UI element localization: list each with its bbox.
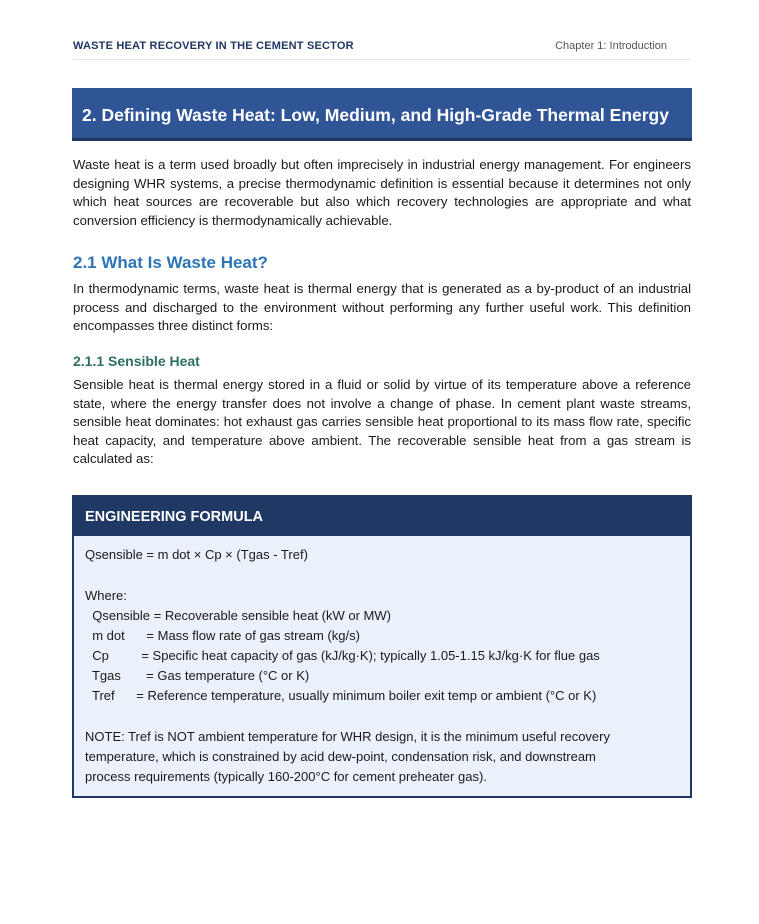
formula-note-line: temperature, which is constrained by acid dew-point, condensation risk, and downstream [85,749,596,764]
formula-box-header [74,497,690,536]
formula-box-heading: ENGINEERING FORMULA [85,509,264,525]
formula-where-label: Where: [85,588,127,603]
intro-paragraph [73,156,691,230]
formula-note-line: process requirements (typically 160-200°C for cement preheater gas). [85,769,487,784]
formula-definition: m dot = Mass flow rate of gas stream (kg/s) [85,628,360,643]
formula-definition: Tgas = Gas temperature (°C or K) [85,668,310,683]
formula-definition: Cp = Specific heat capacity of gas (kJ/kg·K); typically 1.05-1.15 kJ/kg·K for flue gas [85,648,600,663]
subsubsection-heading: 2.1.1 Sensible Heat [73,353,200,369]
engineering-formula-box [72,495,692,798]
document-title: WASTE HEAT RECOVERY IN THE CEMENT SECTOR [73,40,354,52]
subsection-heading: 2.1 What Is Waste Heat? [73,253,268,272]
formula-definition: Tref = Reference temperature, usually minimum boiler exit temp or ambient (°C or K) [85,688,597,703]
formula-definition: Qsensible = Recoverable sensible heat (kW or MW) [85,608,391,623]
formula-note-line: NOTE: Tref is NOT ambient temperature for WHR design, it is the minimum useful recovery [85,729,610,744]
running-header [73,38,691,60]
chapter-label: Chapter 1: Introduction [555,40,667,52]
sensible-heat-paragraph [73,376,691,469]
section-banner [72,88,692,141]
subsection-text: In thermodynamic terms, waste heat is thermal energy that is generated as a by-product of an industrial process and discharged to the environment without performing any further useful work. This definition encompasses three distinct forms: [73,281,691,334]
intro-text: Waste heat is a term used broadly but often imprecisely in industrial energy management. For engineers designing WHR systems, a precise thermodynamic definition is essential because it determines not only which heat sources are recoverable but also which recovery technologies are appropriate and what conversion efficiency is thermodynamically achievable. [73,157,691,228]
sensible-heat-text: Sensible heat is thermal energy stored in a fluid or solid by virtue of its temperature above a reference state, where the energy transfer does not involve a change of phase. In cement plant waste streams, sensible heat dominates: hot exhaust gas carries sensible heat proportional to its mass flow rate, specific heat capacity, and temperature above ambient. The recoverable sensible heat from a gas stream is calculated as: [73,377,691,467]
subsection-paragraph [73,280,691,336]
formula-equation: Qsensible = m dot × Cp × (Tgas - Tref) [85,547,308,562]
section-title: 2. Defining Waste Heat: Low, Medium, and High-Grade Thermal Energy [82,105,669,125]
